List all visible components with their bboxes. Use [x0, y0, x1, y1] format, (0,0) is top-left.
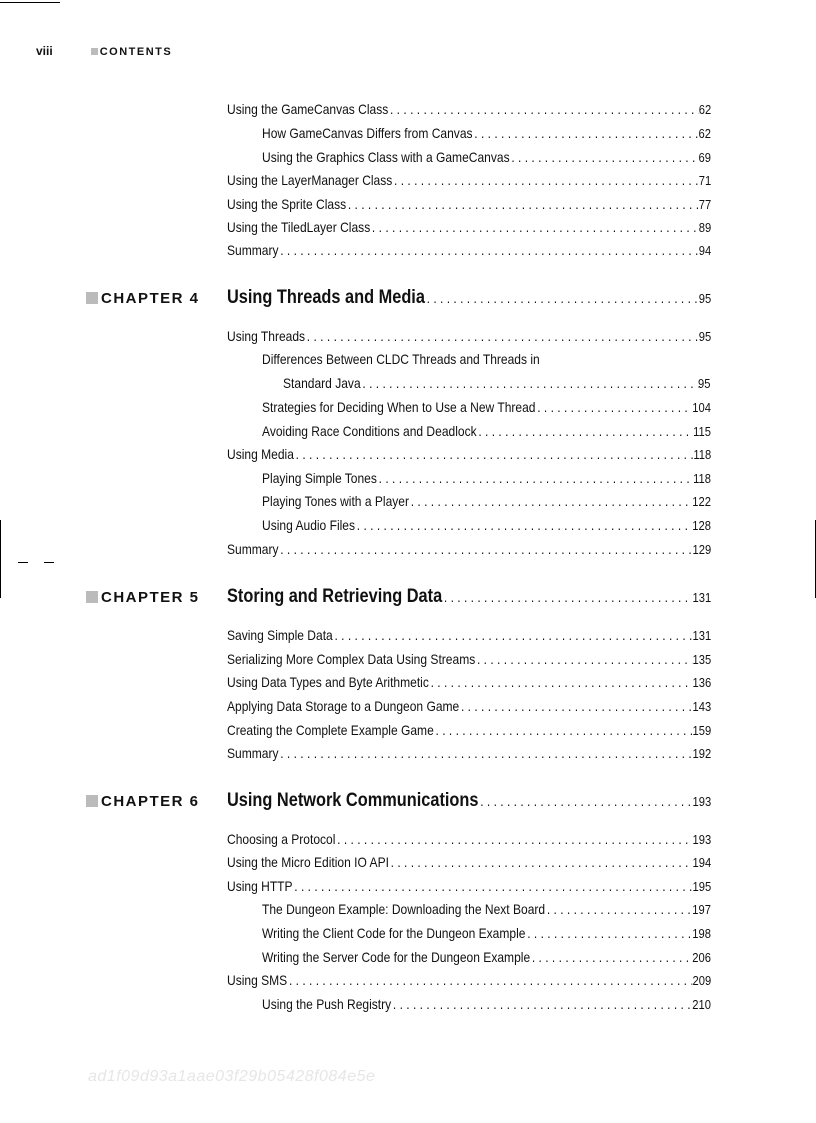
running-head — [36, 44, 172, 58]
toc-entry[interactable]: Summary . . . 129 — [227, 540, 711, 559]
toc-entry[interactable]: Using the GameCanvas Class . . . 62 — [227, 100, 711, 119]
chapter-title-row[interactable]: Using Threads and Media . . . 95 — [227, 287, 711, 310]
bullet-square-icon — [86, 795, 98, 807]
bullet-square-icon — [86, 591, 98, 603]
toc-entry[interactable]: Using Data Types and Byte Arithmetic . . . 136 — [227, 673, 711, 692]
chapter-label: CHAPTER 6 — [86, 793, 200, 810]
crop-mark-dash-right — [44, 562, 54, 563]
toc-entry[interactable]: Playing Simple Tones . . . 118 — [262, 469, 711, 488]
chapter-label: CHAPTER 4 — [86, 290, 200, 307]
toc-entry[interactable]: Writing the Client Code for the Dungeon Example . . . 198 — [262, 924, 711, 943]
toc-entry[interactable]: Applying Data Storage to a Dungeon Game . . . 143 — [227, 697, 711, 716]
toc-entry[interactable]: How GameCanvas Differs from Canvas . . . 62 — [262, 124, 711, 143]
toc-entry[interactable]: Using the Sprite Class . . . 77 — [227, 195, 711, 214]
chapter-title-row[interactable]: Using Network Communications . . . 193 — [227, 790, 711, 813]
watermark: ad1f09d93a1aae03f29b05428f084e5e — [88, 1068, 376, 1085]
toc-entry[interactable]: Using the TiledLayer Class . . . 89 — [227, 218, 711, 237]
toc-entry[interactable]: Using Media . . . 118 — [227, 445, 711, 464]
toc-entry[interactable]: Strategies for Deciding When to Use a New Thread . . . 104 — [262, 398, 711, 417]
top-rule — [0, 2, 60, 3]
page-number: viii — [36, 44, 53, 58]
crop-mark-dash-left — [18, 562, 28, 563]
bullet-square-icon — [86, 292, 98, 304]
toc-entry[interactable]: Serializing More Complex Data Using Streams . . . 135 — [227, 650, 711, 669]
toc-entry[interactable]: The Dungeon Example: Downloading the Next Board . . . 197 — [262, 900, 711, 919]
toc-entry[interactable]: Standard Java . . . 95 — [283, 374, 710, 393]
toc-entry[interactable]: Playing Tones with a Player . . . 122 — [262, 492, 711, 511]
toc-entry[interactable]: Summary . . . 94 — [227, 241, 711, 260]
section-title: CONTENTS — [99, 46, 173, 58]
toc-entry[interactable]: Using the Micro Edition IO API . . . 194 — [227, 853, 711, 872]
toc-entry[interactable]: Creating the Complete Example Game . . . 159 — [227, 721, 711, 740]
toc-entry[interactable]: Avoiding Race Conditions and Deadlock . . . 115 — [262, 422, 711, 441]
toc-entry[interactable]: Using Audio Files . . . 128 — [262, 516, 711, 535]
toc-entry[interactable]: Writing the Server Code for the Dungeon Example . . . 206 — [262, 948, 711, 967]
toc-entry[interactable]: Choosing a Protocol . . . 193 — [227, 830, 711, 849]
chapter-label: CHAPTER 5 — [86, 589, 200, 606]
crop-mark-left — [0, 520, 1, 598]
chapter-title-row[interactable]: Storing and Retrieving Data . . . 131 — [227, 586, 711, 609]
toc-entry[interactable]: Using the Push Registry . . . 210 — [262, 995, 711, 1014]
toc-entry[interactable]: Using the LayerManager Class . . . 71 — [227, 171, 711, 190]
bullet-square-icon — [91, 48, 98, 55]
toc-entry[interactable]: Using Threads . . . 95 — [227, 327, 711, 346]
toc-entry[interactable]: Summary . . . 192 — [227, 744, 711, 763]
toc-entry[interactable]: Using the Graphics Class with a GameCanvas . . . 69 — [262, 148, 711, 167]
toc-entry[interactable]: Using HTTP . . . 195 — [227, 877, 711, 896]
toc-entry[interactable]: Saving Simple Data . . . 131 — [227, 626, 711, 645]
toc-entry[interactable]: Differences Between CLDC Threads and Threads in — [262, 351, 540, 367]
toc-entry[interactable]: Using SMS . . . 209 — [227, 971, 711, 990]
